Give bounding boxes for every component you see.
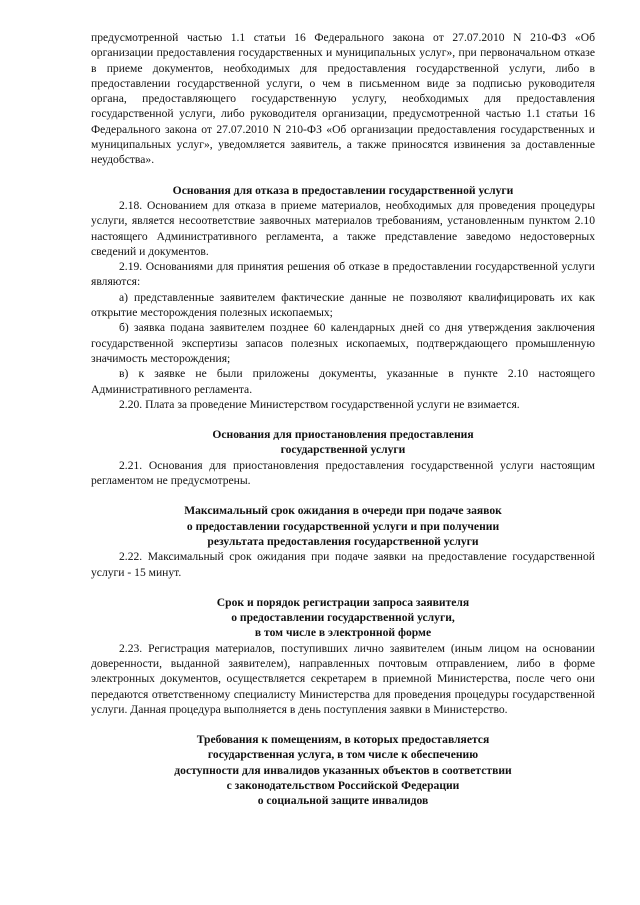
intro-paragraph: предусмотренной частью 1.1 статьи 16 Федерального закона от 27.07.2010 N 210-ФЗ «Об организации предоставления государственных и муниципальных услуг», при первоначальном отказе в приеме документов, необходимых для предоставления государственной услуги, либо в предоставлении государственной услуги, о чем в письменном виде за подписью руководителя органа, предоставляющего государственную услугу, необходимых для предоставления государственной услуги, либо руководителя организации, предусмотренной частью 1.1 статьи 16 Федерального закона от 27.07.2010 N 210-ФЗ «Об организации предоставления государственных и муниципальных услуг», уведомляется заявитель, а также приносятся извинения за доставленные неудобства». [91, 31, 595, 167]
paragraph-2-19-c: в) к заявке не были приложены документы, указанные в пункте 2.10 настоящего Административного регламента. [91, 367, 595, 396]
heading-line: о предоставлении государственной услуги, [231, 611, 455, 625]
paragraph-2-21: 2.21. Основания для приостановления предоставления государственной услуги настоящим регламентом не предусмотрены. [91, 458, 595, 488]
section-heading-registration [91, 595, 595, 641]
paragraph-2-19-a: а) представленные заявителем фактические данные не позволяют квалифицировать их как открытие месторождения полезных ископаемых; [91, 290, 595, 320]
heading-line: Основания для отказа в предоставлении государственной услуги [172, 183, 514, 197]
paragraph-2-20: 2.20. Плата за проведение Министерством государственной услуги не взимается. [119, 397, 520, 411]
heading-line: Требования к помещениям, в которых предоставляется [196, 733, 490, 747]
heading-line: доступности для инвалидов указанных объектов в соответствии [174, 763, 512, 777]
section-heading-queue-time [91, 503, 595, 549]
paragraph-2-23: 2.23. Регистрация материалов, поступивших лично заявителем (иным лицом на основании доверенности, выданной заявителем), направленных почтовым отправлением, либо в форме электронных документов, осуществляется секретарем в приемной Министерства, после чего они передаются ответственному специалисту Министерства для проведения процедуры государственной услуги. Данная процедура выполняется в день поступления заявки в Министерство. [91, 641, 595, 716]
heading-line: Максимальный срок ожидания в очереди при подаче заявок [184, 504, 502, 518]
paragraph-2-18: 2.18. Основанием для отказа в приеме материалов, необходимых для проведения процедуры услуги, является несоответствие заявочных материалов требованиям, установленным пунктом 2.10 настоящего Административного регламента, а также представление заведомо недостоверных сведений и документов. [91, 198, 595, 258]
heading-line: государственная услуга, в том числе к обеспечению [207, 748, 479, 762]
section-heading-refusal [91, 183, 595, 198]
heading-line: государственной услуги [280, 443, 406, 457]
heading-line: о предоставлении государственной услуги и при получении [186, 519, 500, 533]
paragraph-2-22: 2.22. Максимальный срок ожидания при подаче заявки на предоставление государственной услуги - 15 минут. [91, 550, 595, 579]
document-page [91, 30, 595, 809]
heading-line: о социальной защите инвалидов [257, 794, 429, 808]
paragraph-2-19: 2.19. Основаниями для принятия решения об отказе в предоставлении государственной услуги являются: [91, 260, 595, 289]
heading-line: Срок и порядок регистрации запроса заявителя [216, 595, 470, 609]
heading-line: Основания для приостановления предоставления [212, 428, 474, 442]
section-heading-suspension [91, 427, 595, 458]
heading-line: с законодательством Российской Федерации [226, 779, 460, 793]
heading-line: в том числе в электронной форме [254, 626, 432, 640]
heading-line: результата предоставления государственной услуги [207, 534, 479, 548]
section-heading-premises [91, 732, 595, 808]
paragraph-2-19-b: б) заявка подана заявителем позднее 60 календарных дней со дня утверждения заключения государственной экспертизы запасов полезных ископаемых, подтверждающего промышленную значимость месторождения; [91, 321, 595, 365]
